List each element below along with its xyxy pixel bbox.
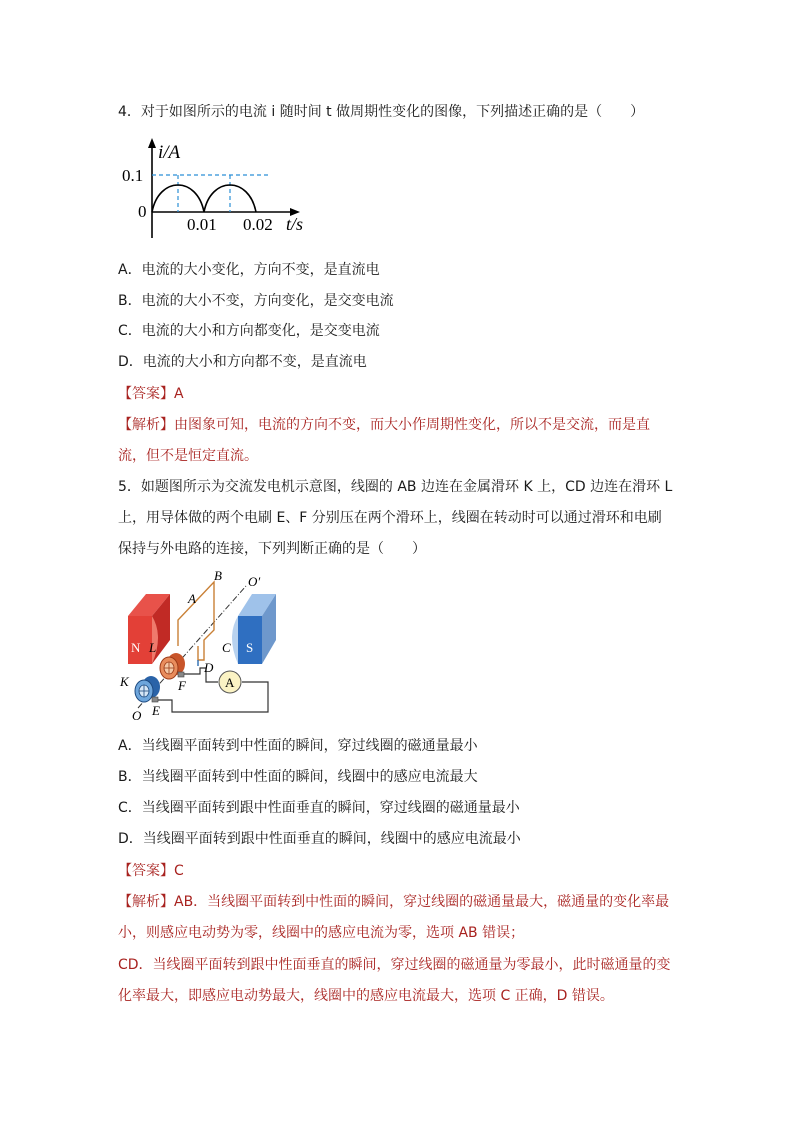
- q5-option-d: D．当线圈平面转到跟中性面垂直的瞬间，线圈中的感应电流最小: [118, 831, 521, 847]
- y-axis-label: i/A: [158, 142, 181, 163]
- q5-analysis-line-1: [118, 893, 669, 911]
- q4-stem: 4．对于如图所示的电流 i 随时间 t 做周期性变化的图像，下列描述正确的是（ ）: [118, 104, 645, 120]
- q4-option-c: C．电流的大小和方向都变化，是交变电流: [118, 323, 380, 339]
- answer-tag: 【答案】: [118, 386, 174, 402]
- analysis-text: AB．当线圈平面转到中性面的瞬间，穿过线圈的磁通量最大，磁通量的变化率最: [174, 894, 670, 910]
- south-magnet: [232, 594, 276, 664]
- q5-ac-generator-diagram: [118, 568, 276, 723]
- brush-e: [152, 697, 158, 702]
- q4-analysis-line-2: 流，但不是恒定直流。: [118, 448, 258, 464]
- label-s: S: [246, 640, 254, 655]
- answer-value: A: [174, 386, 184, 402]
- q4-option-d: D．电流的大小和方向都不变，是直流电: [118, 354, 367, 370]
- q5-option-c: C．当线圈平面转到跟中性面垂直的瞬间，穿过线圈的磁通量最小: [118, 800, 520, 816]
- x-axis-label: t/s: [286, 214, 304, 234]
- y-tick-label: 0.1: [122, 166, 144, 185]
- current-curve: [152, 185, 256, 212]
- label-o-prime: O′: [248, 574, 261, 589]
- q5-analysis-line-2: 小，则感应电动势为零，线圈中的感应电流为零，选项 AB 错误；: [118, 925, 525, 941]
- ammeter-label: A: [225, 675, 235, 690]
- label-o: O: [132, 708, 142, 723]
- q4-answer: [118, 385, 184, 403]
- brush-f: [178, 672, 184, 677]
- y-axis-arrow: [148, 138, 156, 148]
- analysis-tag: 【解析】: [118, 894, 174, 910]
- label-n: N: [131, 640, 141, 655]
- q5-option-b: B．当线圈平面转到中性面的瞬间，线圈中的感应电流最大: [118, 769, 478, 785]
- label-e: E: [152, 703, 160, 718]
- x-tick-label-1: 0.01: [187, 215, 217, 234]
- origin-label: 0: [138, 202, 147, 221]
- label-b: B: [214, 568, 222, 583]
- q5-stem-line-1: 5．如题图所示为交流发电机示意图，线圈的 AB 边连在金属滑环 K 上，CD 边连在滑环 L: [118, 479, 673, 495]
- q4-option-b: B．电流的大小不变，方向变化，是交变电流: [118, 293, 394, 309]
- q5-answer: [118, 862, 184, 880]
- label-a: A: [188, 591, 196, 606]
- coil: [178, 582, 214, 660]
- q5-option-a: A．当线圈平面转到中性面的瞬间，穿过线圈的磁通量最小: [118, 738, 478, 754]
- q5-stem-line-3: 保持与外电路的连接，下列判断正确的是（ ）: [118, 541, 426, 557]
- q4-analysis-line-1: [118, 416, 650, 434]
- q5-analysis-line-3: CD．当线圈平面转到跟中性面垂直的瞬间，穿过线圈的磁通量为零最小，此时磁通量的变: [118, 957, 671, 973]
- label-f: F: [178, 678, 186, 693]
- analysis-text: 由图象可知，电流的方向不变，而大小作周期性变化，所以不是交流，而是直: [174, 417, 650, 433]
- x-tick-label-2: 0.02: [243, 215, 273, 234]
- label-d: D: [204, 660, 214, 675]
- answer-value: C: [174, 863, 184, 879]
- answer-tag: 【答案】: [118, 863, 174, 879]
- q5-stem-line-2: 上，用导体做的两个电刷 E、F 分别压在两个滑环上，线圈在转动时可以通过滑环和电刷: [118, 510, 662, 526]
- analysis-tag: 【解析】: [118, 417, 174, 433]
- q5-analysis-line-4: 化率最大，即感应电动势最大，线圈中的感应电流最大，选项 C 正确，D 错误。: [118, 988, 614, 1004]
- q4-option-a: A．电流的大小变化，方向不变，是直流电: [118, 262, 380, 278]
- label-k: K: [120, 674, 129, 689]
- label-l: L: [149, 640, 157, 655]
- q4-current-time-graph: [118, 138, 318, 238]
- label-c: C: [222, 640, 231, 655]
